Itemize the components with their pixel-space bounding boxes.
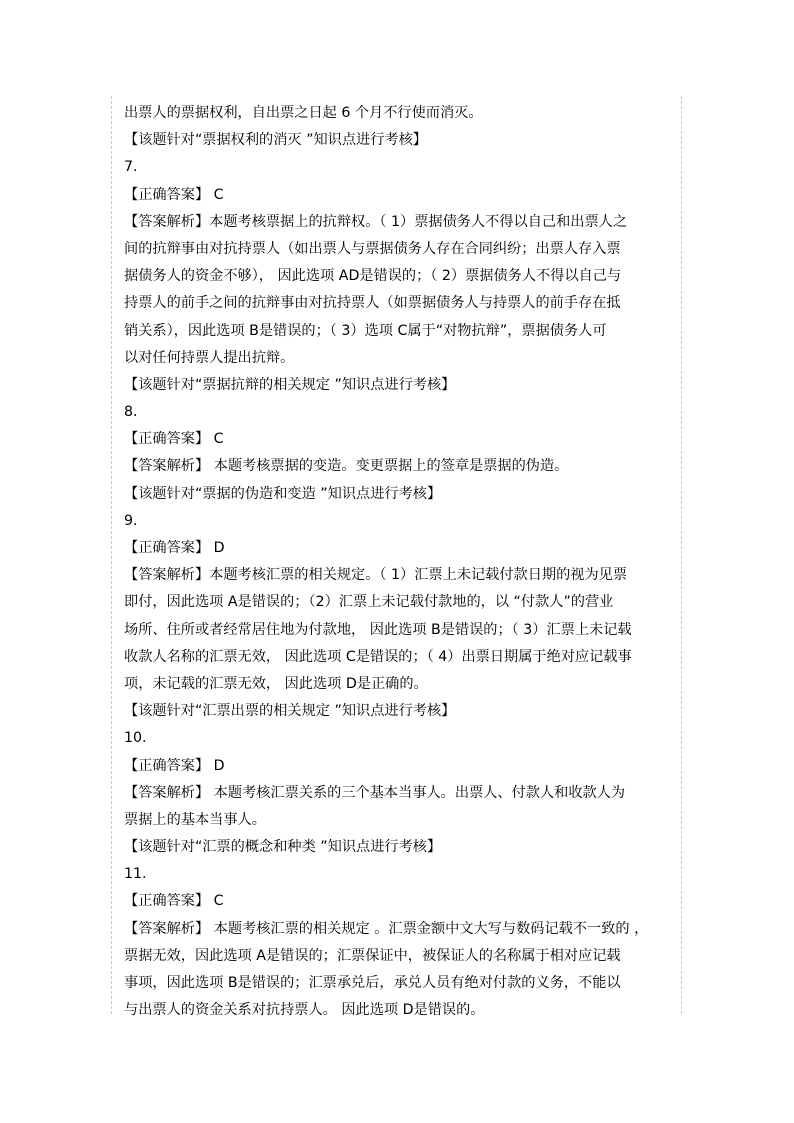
text-line: 销关系），因此选项 B是错误的；（ 3）选项 C属于“对物抗辩”，票据债务人可	[124, 322, 607, 339]
text-line: 持票人的前手之间的抗辩事由对抗持票人（如票据债务人与持票人的前手存在抵	[124, 295, 621, 312]
text-line: 【答案解析】本题考核汇票的相关规定。（ 1）汇票上未记载付款日期的视为见票	[124, 567, 628, 584]
text-line: 【正确答案】 D	[124, 757, 225, 774]
text-line: 【答案解析】 本题考核汇票的相关规定 。汇票金额中文大写与数码记载不一致的 ，	[124, 920, 649, 937]
text-line: 【该题针对“票据权利的消灭 ”知识点进行考核】	[124, 132, 427, 149]
text-line: 【正确答案】 D	[124, 540, 225, 556]
text-line: 【答案解析】 本题考核票据的变造。变更票据上的签章是票据的伪造。	[124, 458, 569, 475]
text-line: 8.	[124, 404, 138, 421]
text-line: 【该题针对“票据抗辩的相关规定 ”知识点进行考核】	[124, 376, 456, 393]
text-line: 票据无效，因此选项 A是错误的；汇票保证中，被保证人的名称属于相对应记载	[124, 947, 621, 964]
text-line: 【答案解析】本题考核票据上的抗辩权。（ 1）票据债务人不得以自己和出票人之	[124, 213, 628, 230]
text-line: 场所、住所或者经常居住地为付款地， 因此选项 B是错误的；（ 3）汇票上未记载	[124, 621, 632, 638]
left-margin-guide	[111, 96, 112, 1014]
text-line: 【该题针对“汇票出票的相关规定 ”知识点进行考核】	[124, 703, 456, 720]
text-line: 7.	[124, 159, 138, 176]
text-line: 【正确答案】 C	[124, 431, 224, 448]
document-body	[124, 100, 672, 1024]
text-line: 11.	[124, 866, 147, 883]
text-line: 【正确答案】 C	[124, 186, 224, 203]
text-line: 【正确答案】 C	[124, 893, 224, 910]
text-line: 项，未记载的汇票无效， 因此选项 D是正确的。	[124, 675, 428, 692]
text-line: 【答案解析】 本题考核汇票关系的三个基本当事人。出票人、付款人和收款人为	[124, 784, 626, 801]
text-line: 据债务人的资金不够）， 因此选项 AD是错误的；（ 2）票据债务人不得以自己与	[124, 268, 622, 285]
text-line: 10.	[124, 730, 147, 747]
text-line: 9.	[124, 512, 138, 529]
text-line: 票据上的基本当事人。	[124, 811, 266, 828]
text-line: 与出票人的资金关系对抗持票人。 因此选项 D是错误的。	[124, 1002, 485, 1019]
text-line: 事项，因此选项 B是错误的；汇票承兑后，承兑人员有绝对付款的义务，不能以	[124, 975, 621, 991]
text-line: 收款人名称的汇票无效， 因此选项 C是错误的；（ 4）出票日期属于绝对应记载事	[124, 648, 632, 665]
text-line: 即付，因此选项 A是错误的；（2）汇票上未记载付款地的，以 “付款人”的营业	[124, 594, 614, 611]
text-line: 间的抗辩事由对抗持票人（如出票人与票据债务人存在合同纠纷；出票人存入票	[124, 240, 621, 257]
text-line: 【该题针对“汇票的概念和种类 ”知识点进行考核】	[124, 839, 442, 856]
text-line: 【该题针对“票据的伪造和变造 ”知识点进行考核】	[124, 485, 442, 502]
text-line: 以对任何持票人提出抗辩。	[124, 349, 295, 366]
right-margin-guide	[681, 96, 682, 1014]
text-line: 出票人的票据权利，自出票之日起 6 个月不行使而消灭。	[124, 105, 483, 121]
